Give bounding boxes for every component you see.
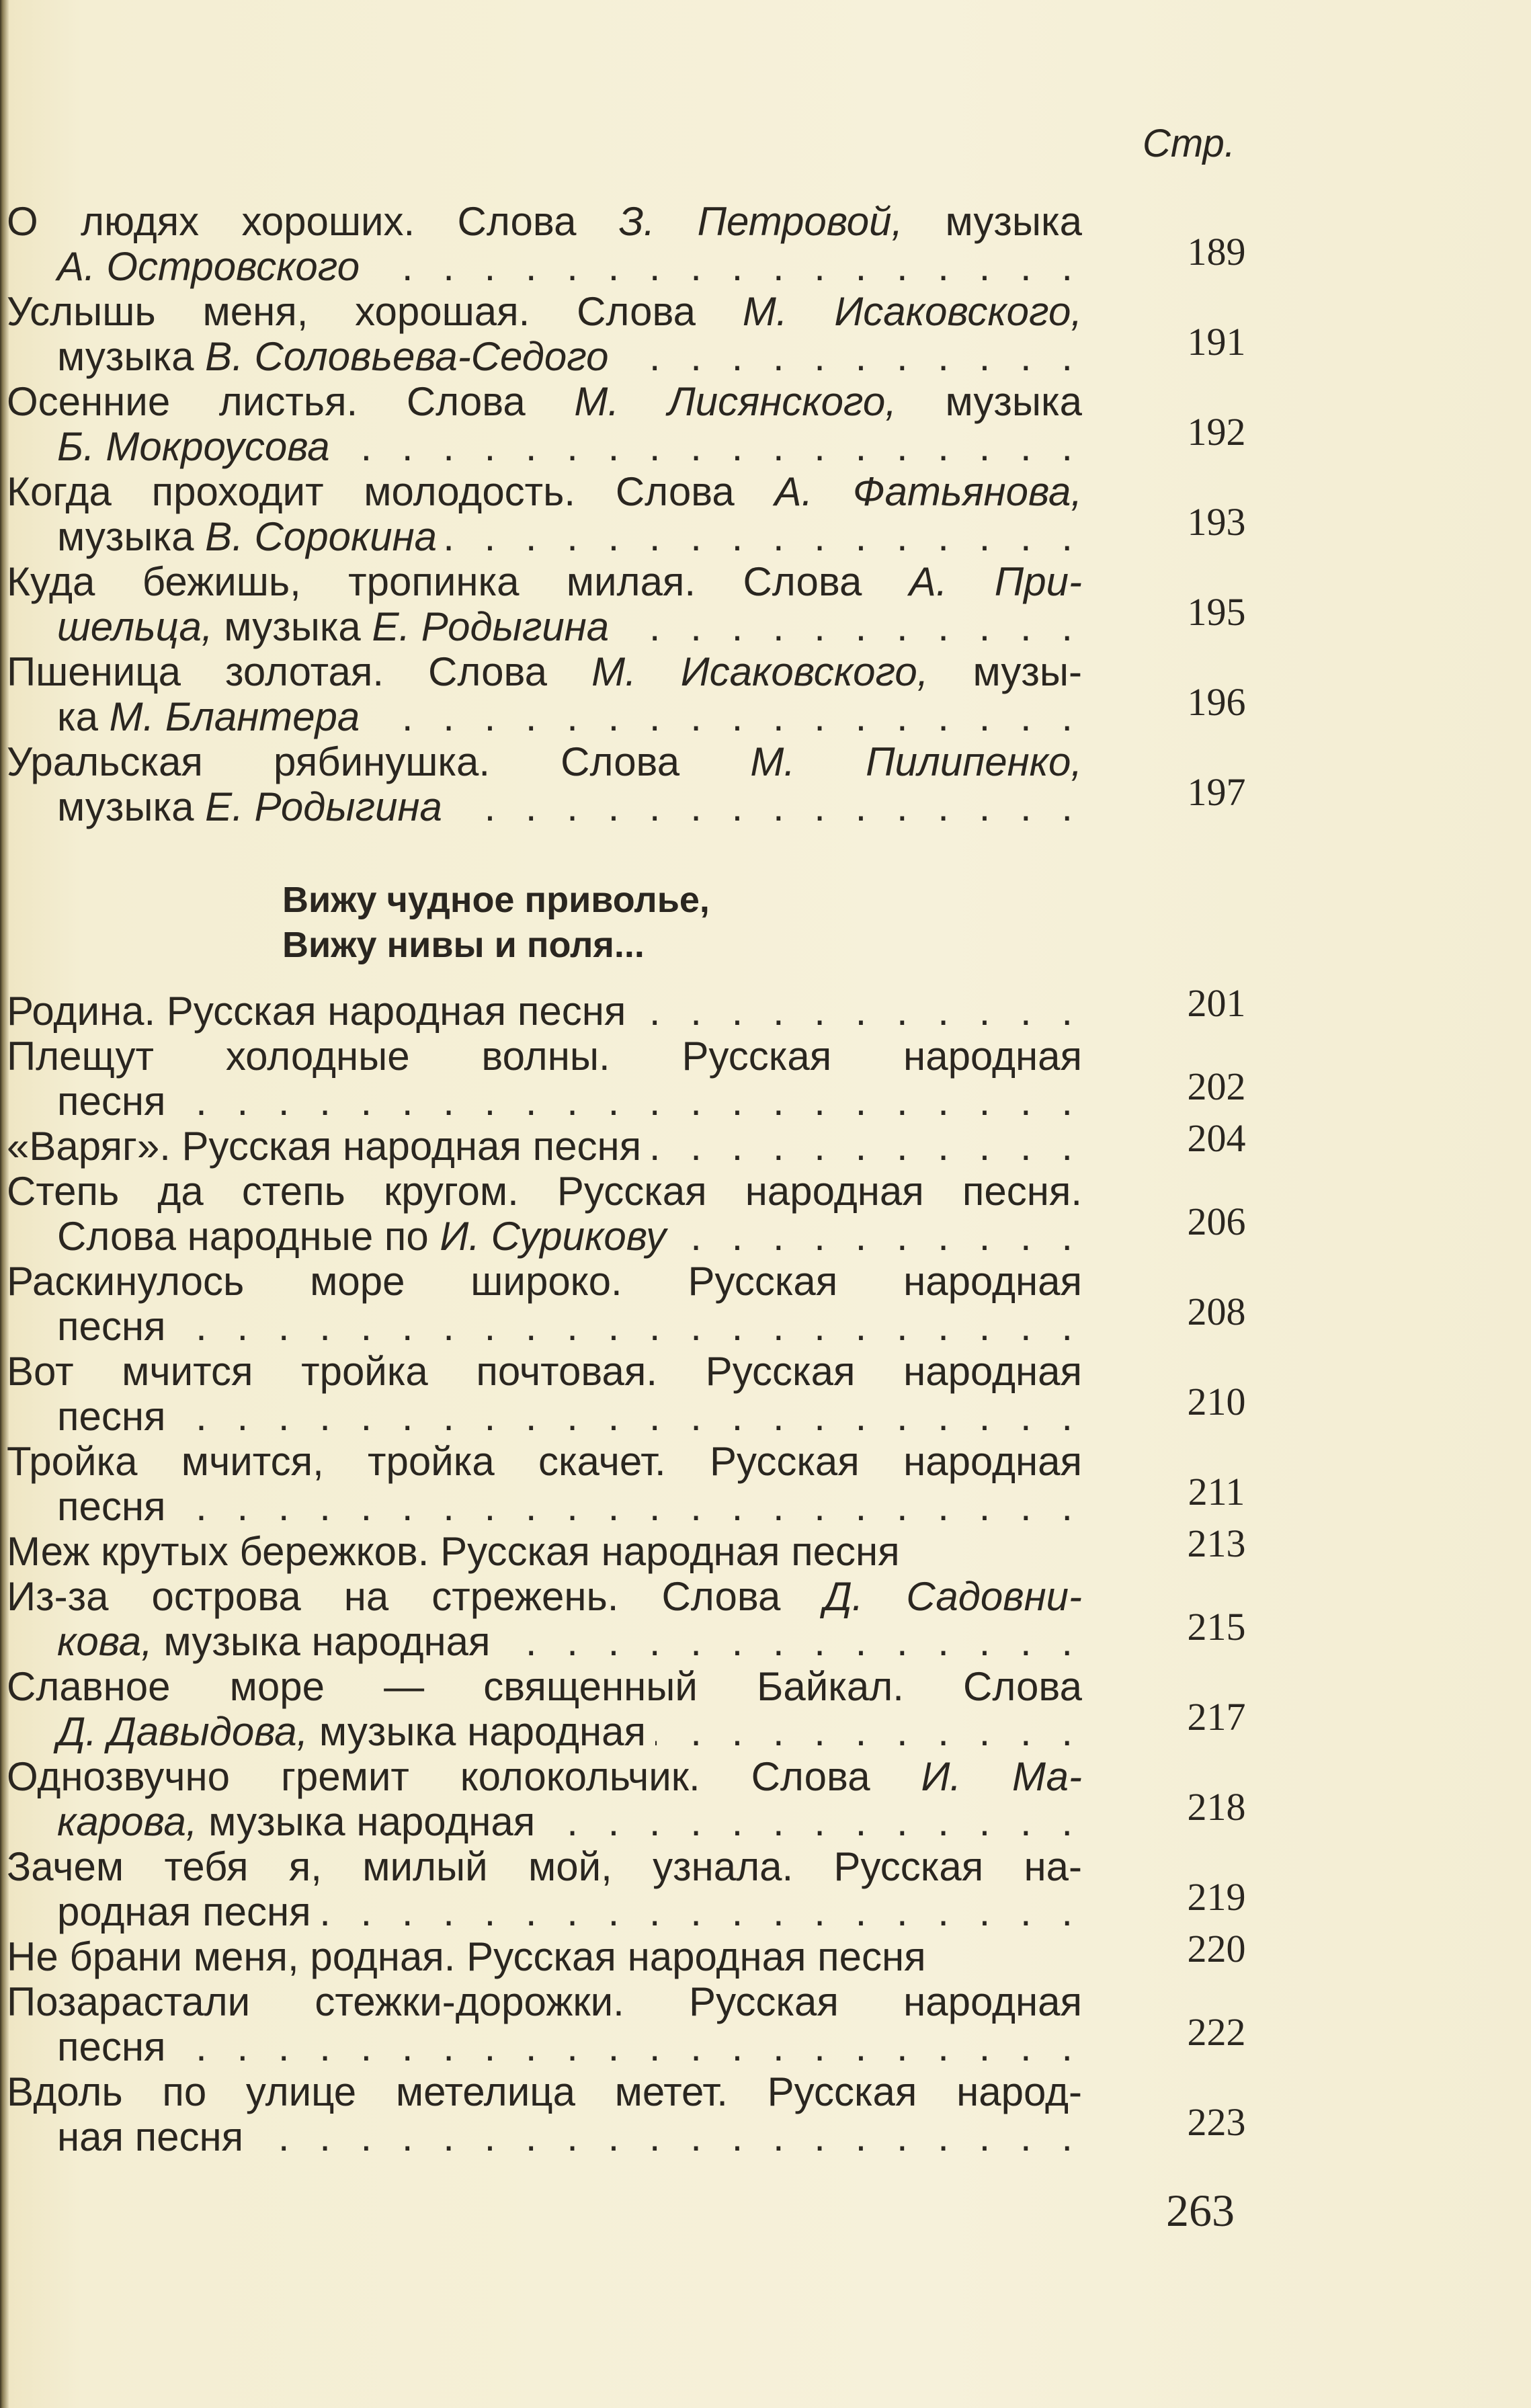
section-heading (282, 878, 710, 968)
entry-page-number: 223 (1187, 2100, 1246, 2144)
toc-entry (7, 981, 1246, 1034)
title-text: песня (57, 1394, 166, 1439)
title-text: Плещут холодные волны. Русская народная (7, 1034, 1082, 1079)
entry-text (57, 784, 442, 829)
author-name: З. Петровой, (618, 199, 903, 244)
entry-text (57, 514, 437, 559)
leader-dots (369, 694, 1082, 739)
entry-page-number: 218 (1187, 1785, 1246, 1829)
author-name: И. Ма- (921, 1754, 1082, 1799)
toc-entry (7, 1754, 1246, 1844)
leader-dots (655, 1709, 1082, 1754)
toc-entry (7, 199, 1246, 289)
title-text: Пшеница золотая. Слова (7, 649, 592, 694)
title-text: Слова народные по (57, 1214, 440, 1259)
entry-page-number: 204 (1187, 1116, 1246, 1160)
entry-page-number: 195 (1187, 590, 1246, 634)
entry-title-line (7, 1522, 1246, 1574)
toc-entry (7, 1349, 1246, 1439)
entry-page-number: 193 (1187, 500, 1246, 544)
toc-entry (7, 2069, 1246, 2159)
title-text: песня (57, 1304, 166, 1349)
entry-text (57, 1484, 165, 1529)
entry-text (57, 1799, 535, 1844)
entry-page-number: 219 (1187, 1875, 1246, 1919)
title-text: музыка (57, 514, 206, 559)
title-text: Степь да степь кругом. Русская народная песня. (7, 1169, 1082, 1214)
title-text: Славное море — священный Байкал. Слова (7, 1664, 1082, 1709)
author-name: И. Сурикову (440, 1214, 667, 1259)
entry-title-line (7, 1574, 1082, 1619)
entry-title-line (7, 1927, 1246, 1979)
author-name: В. Сорокина (205, 514, 438, 559)
entry-text (57, 1619, 491, 1664)
entry-title-line (7, 1979, 1082, 2024)
title-text: музыка (212, 604, 372, 649)
leader-dots (635, 989, 1082, 1034)
entry-text (57, 2024, 165, 2069)
page-column-header: Стр. (1143, 122, 1235, 165)
author-name: В. Соловьева-Седого (205, 334, 609, 379)
title-text: Услышь меня, хорошая. Слова (7, 289, 743, 334)
title-text: песня (57, 1079, 166, 1124)
title-text: музыка народная (308, 1709, 647, 1754)
entry-page-number: 211 (1188, 1470, 1245, 1513)
title-text: Родина. Русская народная песня (7, 989, 626, 1034)
leader-dots (651, 1124, 1082, 1169)
entry-title-line (7, 2069, 1082, 2114)
entry-text (57, 1079, 165, 1124)
entry-title-line (7, 559, 1082, 604)
entry-title-line (7, 1380, 1246, 1439)
leader-dots (175, 1304, 1082, 1349)
title-text: Раскинулось море широко. Русская народная (7, 1259, 1082, 1304)
author-name: М. Исаковского, (742, 289, 1083, 334)
entry-text (57, 244, 360, 289)
title-text: родная песня (57, 1889, 311, 1934)
entry-page-number: 220 (1187, 1927, 1246, 1970)
title-text: музыка народная (152, 1619, 491, 1664)
toc-section-1 (7, 199, 1246, 829)
entry-title-line (7, 981, 1246, 1034)
entry-title-line (7, 469, 1082, 514)
title-text: музыка (903, 199, 1082, 244)
title-text: Куда бежишь, тропинка милая. Слова (7, 559, 909, 604)
entry-title-line (7, 289, 1082, 334)
entry-page-number: 210 (1187, 1380, 1246, 1423)
leader-dots (339, 424, 1082, 469)
title-text: Вдоль по улице метелица метет. Русская народ- (7, 2069, 1082, 2114)
entry-title-line (7, 230, 1246, 289)
entry-title-line (7, 680, 1246, 739)
entry-title-line (7, 1439, 1082, 1484)
leader-dots (446, 514, 1082, 559)
toc-entry (7, 1116, 1246, 1169)
author-name: А. При- (909, 559, 1082, 604)
entry-title-line (7, 590, 1246, 649)
leader-dots (253, 2114, 1082, 2159)
title-text: музы- (928, 649, 1082, 694)
leader-dots (175, 1394, 1082, 1439)
entry-page-number: 189 (1187, 230, 1246, 274)
entry-text (57, 2114, 243, 2159)
entry-page-number: 196 (1187, 680, 1246, 724)
entry-text (57, 334, 609, 379)
entry-title-line (7, 1169, 1082, 1214)
heading-line: Вижу чудное приволье, (282, 880, 710, 920)
title-text: музыка (896, 379, 1082, 424)
entry-title-line (7, 1034, 1082, 1079)
entry-title-line (7, 1664, 1082, 1709)
author-name: Е. Родыгина (205, 784, 442, 829)
entry-title-line (7, 1844, 1082, 1889)
title-text: музыка (57, 784, 206, 829)
entry-page-number: 215 (1187, 1605, 1246, 1649)
entry-title-line (7, 1785, 1246, 1844)
leader-dots (618, 604, 1082, 649)
entry-text (7, 1934, 926, 1979)
entry-page-number: 213 (1187, 1522, 1246, 1565)
entry-title-line (7, 500, 1246, 559)
title-text: О людях хороших. Слова (7, 199, 619, 244)
author-name: М. Лисянского, (574, 379, 897, 424)
entry-text (57, 694, 360, 739)
heading-line: Вижу нивы и поля... (282, 925, 645, 965)
author-name: карова, (57, 1799, 198, 1844)
leader-dots (675, 1214, 1082, 1259)
leader-dots (175, 1484, 1082, 1529)
entry-title-line (7, 770, 1246, 829)
entry-title-line (7, 1065, 1246, 1124)
entry-title-line (7, 2010, 1246, 2069)
title-text: Позарастали стежки-дорожки. Русская народная (7, 1979, 1082, 2024)
author-name: Д. Давыдова, (57, 1709, 308, 1754)
leader-dots (321, 1889, 1082, 1934)
author-name: кова, (57, 1619, 153, 1664)
entry-title-line (7, 1875, 1246, 1934)
entry-page-number: 192 (1187, 410, 1246, 454)
toc-section-2 (7, 981, 1246, 2159)
entry-title-line (7, 199, 1082, 244)
author-name: Д. Садовни- (823, 1574, 1082, 1619)
toc-entry (7, 649, 1246, 739)
toc-entry (7, 1979, 1246, 2069)
title-text: песня (57, 1484, 166, 1529)
leader-dots (544, 1799, 1082, 1844)
title-text: «Варяг». Русская народная песня (7, 1124, 642, 1169)
entry-text (57, 424, 330, 469)
toc-entry (7, 1927, 1246, 1979)
entry-title-line (7, 1605, 1246, 1664)
title-text: Из-за острова на стрежень. Слова (7, 1574, 824, 1619)
entry-title-line (7, 410, 1246, 469)
entry-page-number: 202 (1187, 1065, 1246, 1108)
toc-entry (7, 559, 1246, 649)
entry-title-line (7, 379, 1082, 424)
entry-text (57, 604, 609, 649)
page-number: 263 (1166, 2185, 1235, 2236)
entry-title-line (7, 1695, 1246, 1754)
entry-text (57, 1214, 666, 1259)
title-text: ка (57, 694, 110, 739)
toc-entry (7, 1439, 1245, 1529)
author-name: А. Фатьянова, (774, 469, 1082, 514)
toc-entry (7, 1169, 1246, 1259)
entry-text (7, 1529, 900, 1574)
entry-title-line (7, 1349, 1082, 1394)
title-text: Не брани меня, родная. Русская народная песня (7, 1934, 926, 1979)
leader-dots (500, 1619, 1082, 1664)
entry-title-line (7, 1200, 1246, 1259)
toc-entry (7, 469, 1246, 559)
title-text: песня (57, 2024, 166, 2069)
leader-dots (618, 334, 1082, 379)
entry-title-line (7, 2100, 1246, 2159)
entry-title-line (7, 1470, 1245, 1529)
title-text: Меж крутых бережков. Русская народная песня (7, 1529, 900, 1574)
entry-text (57, 1889, 311, 1934)
entry-page-number: 208 (1187, 1290, 1246, 1333)
toc-entry (7, 1259, 1246, 1349)
title-text: Зачем тебя я, милый мой, узнала. Русская на- (7, 1844, 1082, 1889)
author-name: А. Островского (57, 244, 360, 289)
toc-entry (7, 1034, 1246, 1124)
author-name: М. Блантера (109, 694, 360, 739)
leader-dots (452, 784, 1082, 829)
entry-page-number: 201 (1187, 981, 1246, 1025)
toc-entry (7, 1522, 1246, 1574)
leader-dots (175, 2024, 1082, 2069)
title-text: Тройка мчится, тройка скачет. Русская народная (7, 1439, 1082, 1484)
entry-title-line (7, 1754, 1082, 1799)
entry-title-line (7, 1290, 1246, 1349)
entry-page-number: 191 (1187, 320, 1246, 364)
title-text: Уральская рябинушка. Слова (7, 739, 751, 784)
title-text: Когда проходит молодость. Слова (7, 469, 775, 514)
entry-text (57, 1709, 646, 1754)
entry-text (57, 1394, 165, 1439)
toc-entry (7, 1664, 1246, 1754)
toc-entry (7, 1574, 1246, 1664)
title-text: Осенние листья. Слова (7, 379, 575, 424)
author-name: шельца, (57, 604, 213, 649)
title-text: Вот мчится тройка почтовая. Русская народная (7, 1349, 1082, 1394)
entry-title-line (7, 320, 1246, 379)
author-name: Е. Родыгина (372, 604, 610, 649)
leader-dots (175, 1079, 1082, 1124)
entry-page-number: 206 (1187, 1200, 1246, 1243)
title-text: ная песня (57, 2114, 244, 2159)
entry-title-line (7, 1116, 1246, 1169)
entry-page-number: 217 (1187, 1695, 1246, 1739)
title-text: Однозвучно гремит колокольчик. Слова (7, 1754, 921, 1799)
toc-entry (7, 379, 1246, 469)
entry-page-number: 197 (1187, 770, 1246, 814)
entry-page-number: 222 (1187, 2010, 1246, 2054)
title-text: музыка народная (197, 1799, 536, 1844)
entry-title-line (7, 649, 1082, 694)
toc-entry (7, 289, 1246, 379)
entry-title-line (7, 739, 1082, 784)
entry-title-line (7, 1259, 1082, 1304)
entry-text (7, 989, 626, 1034)
title-text: музыка (57, 334, 206, 379)
leader-dots (369, 244, 1082, 289)
author-name: М. Исаковского, (591, 649, 929, 694)
author-name: М. Пилипенко, (750, 739, 1082, 784)
toc-entry (7, 739, 1246, 829)
entry-text (7, 1124, 641, 1169)
toc-entry (7, 1844, 1246, 1934)
entry-text (57, 1304, 165, 1349)
author-name: Б. Мокроусова (57, 424, 330, 469)
